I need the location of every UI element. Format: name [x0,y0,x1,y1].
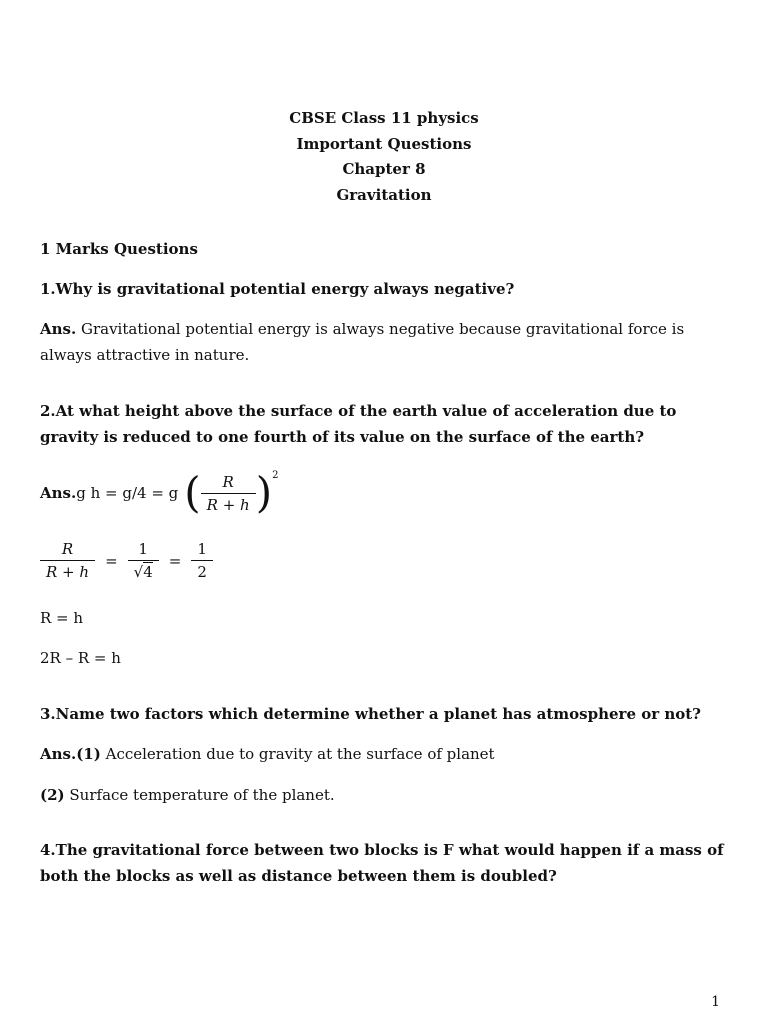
left-paren: ( [184,468,201,517]
answer-1 [40,317,728,368]
fraction-numerator: R [222,472,234,491]
header-subtitle: Important Questions [296,134,472,153]
answer-2-text: g h = g/4 = g [76,484,179,502]
header-topic: Gravitation [336,185,432,204]
factor-2-label: (2) [40,786,65,804]
answer-1-text: Gravitational potential energy is always negative because gravitational force is always attractive in nature. [40,320,685,364]
fraction-denominator: 2 [191,560,213,581]
answer-3-factor-1 [40,742,495,768]
fraction-denominator: R + h [201,493,256,514]
section-title: 1 Marks Questions [40,240,198,258]
sqrt-icon: √ [133,563,144,581]
header-board-class: CBSE Class 11 physics [289,109,479,127]
answer-label: Ans.(1) [40,745,101,763]
factor-1-text: Acceleration due to gravity at the surface of planet [100,745,495,763]
fraction-denominator: R + h [40,560,95,581]
r-over-r-plus-h-2 [40,540,95,581]
answer-label: Ans. [40,320,77,338]
step-2r-minus-r: 2R – R = h [40,649,121,667]
step-r-equals-h: R = h [40,609,84,627]
fraction-numerator: 1 [138,540,148,558]
question-4: 4.The gravitational force between two blocks is F what would happen if a mass of both the blocks as well as distance between them is doubled? [40,841,724,885]
r-over-r-plus-h [201,473,256,514]
fraction-denominator [128,560,159,581]
radicand: 4 [143,563,153,581]
question-2: 2.At what height above the surface of the earth value of acceleration due to gravity is reduced to one fourth of its value on the surface of the earth? [40,402,677,446]
one-half [191,540,213,581]
header-chapter: Chapter 8 [342,160,426,178]
page-number: 1 [711,994,720,1010]
right-paren: ) [255,468,273,517]
document-header [0,106,768,208]
factor-2-text: Surface temperature of the planet. [64,786,335,804]
question-3: 3.Name two factors which determine whether a planet has atmosphere or not? [40,705,701,723]
exponent: 2 [272,470,279,481]
fraction-numerator: 1 [197,540,207,558]
ratio-equation [40,540,213,581]
answer-label: Ans. [40,484,77,502]
one-over-root-four [128,540,159,581]
question-1: 1.Why is gravitational potential energy always negative? [40,280,515,298]
fraction-numerator: R [61,540,74,558]
answer-3-factor-2 [40,783,335,809]
equals-sign: = [105,551,118,570]
answer-2-equation [40,468,279,517]
fraction-squared [184,468,279,517]
equals-sign: = [168,551,182,570]
